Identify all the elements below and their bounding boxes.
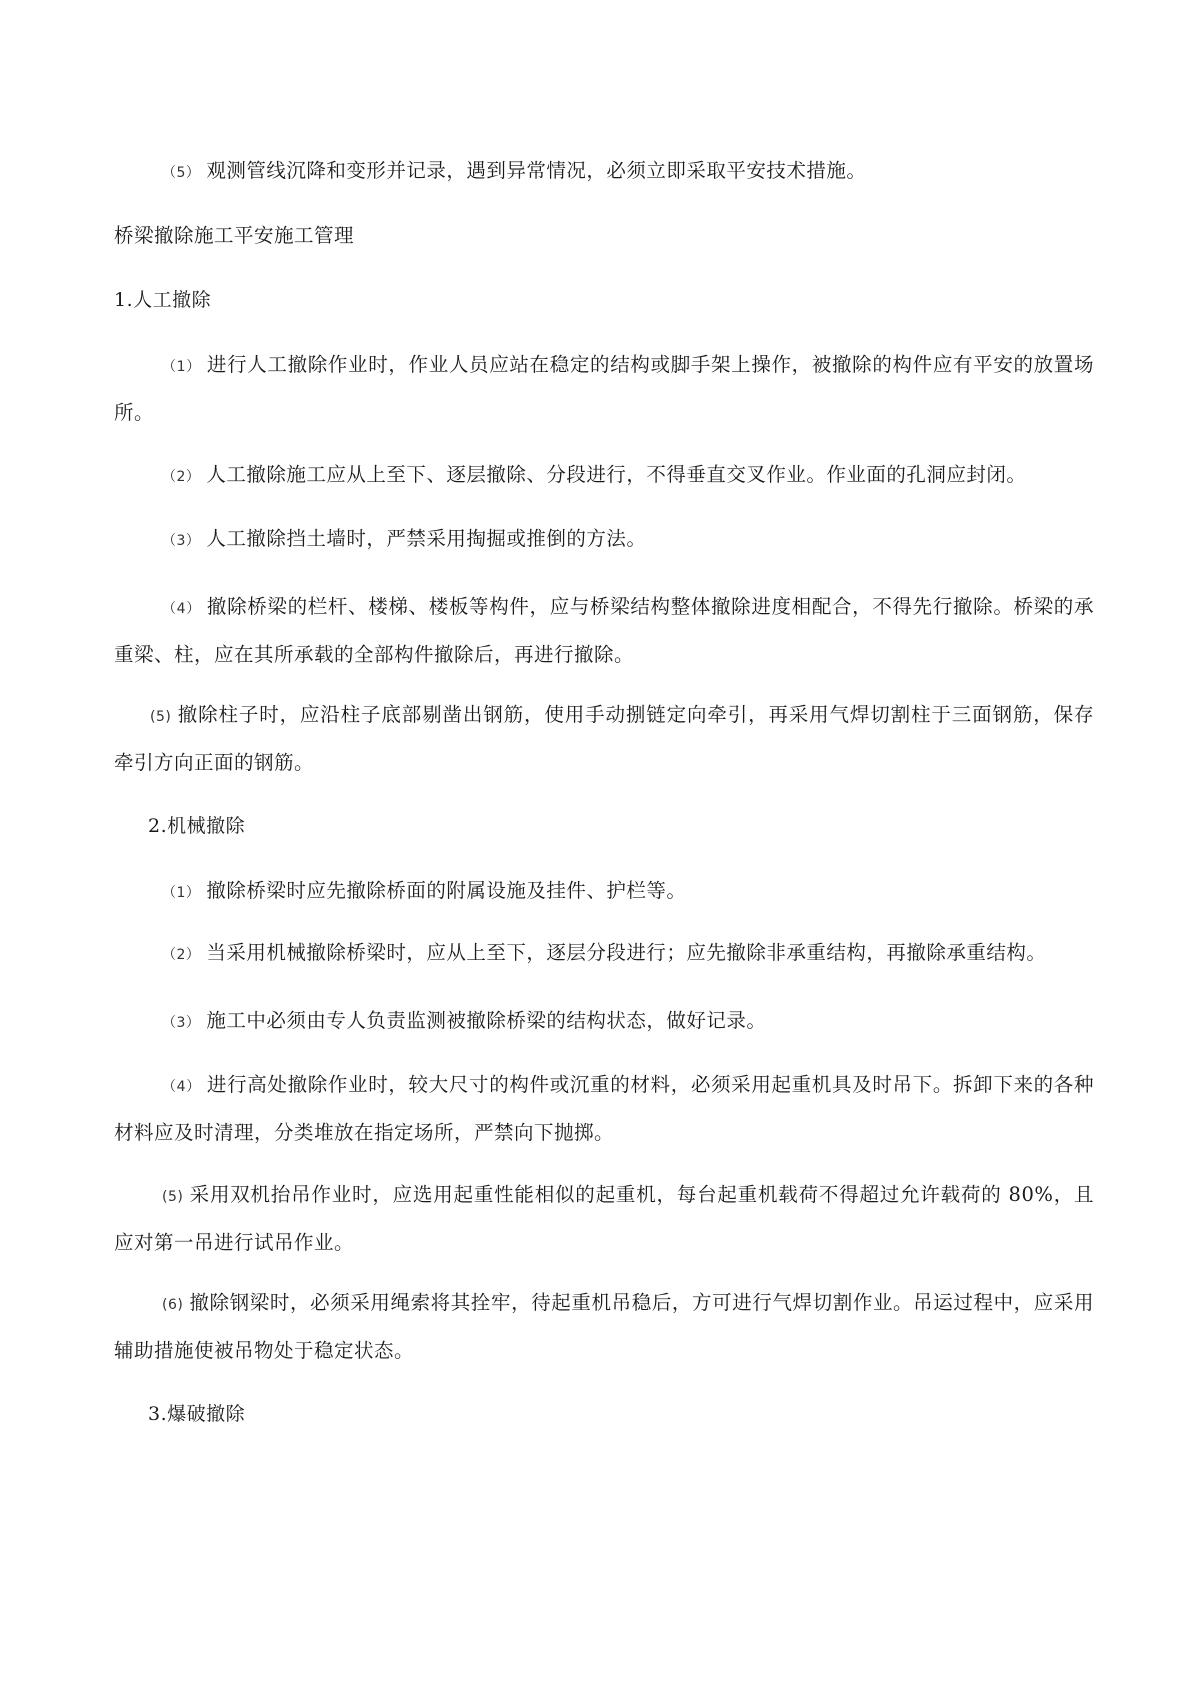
item-number: (6) <box>162 1297 184 1313</box>
paragraph-text: 施工中必须由专人负责监测被撤除桥梁的结构状态，做好记录。 <box>206 1009 767 1032</box>
paragraph-manual-4 <box>114 584 1094 678</box>
paragraph-text: 进行人工撤除作业时，作业人员应站在稳定的结构或脚手架上操作，被撤除的构件应有平安的放置场所。 <box>114 353 1094 424</box>
item-number: （3） <box>162 533 201 549</box>
paragraph-text: 撤除柱子时，应沿柱子底部剔凿出钢筋，使用手动捌链定向牵引，再采用气焊切割柱于三面钢筋，保存牵引方向正面的钢筋。 <box>114 703 1094 774</box>
paragraph-mechanical-4 <box>114 1062 1094 1156</box>
paragraph-mechanical-3 <box>114 998 1094 1046</box>
item-number: （2） <box>162 469 201 485</box>
paragraph-text: 进行高处撤除作业时，较大尺寸的构件或沉重的材料，必须采用起重机具及时吊下。拆卸下来的各种材料应及时清理，分类堆放在指定场所，严禁向下抛掷。 <box>114 1073 1094 1144</box>
section-heading <box>114 216 1094 256</box>
item-number: （1） <box>162 885 201 901</box>
paragraph-text: 人工撤除施工应从上至下、逐层撤除、分段进行，不得垂直交叉作业。作业面的孔洞应封闭。 <box>206 463 1027 486</box>
item-number: （3） <box>162 1015 201 1031</box>
paragraph-manual-2 <box>114 452 1094 500</box>
paragraph-mechanical-2 <box>114 930 1094 978</box>
heading-text: 桥梁撤除施工平安施工管理 <box>114 224 355 247</box>
paragraph-text: 撤除桥梁的栏杆、楼梯、楼板等构件，应与桥梁结构整体撤除进度相配合，不得先行撤除。桥梁的承重梁、柱，应在其所承载的全部构件撤除后，再进行撤除。 <box>114 595 1094 666</box>
paragraph-text: 撤除钢梁时，必须采用绳索将其拴牢，待起重机吊稳后，方可进行气焊切割作业。吊运过程中，应采用辅助措施使被吊物处于稳定状态。 <box>114 1291 1094 1362</box>
subsection-mechanical <box>148 806 1128 846</box>
subsection-text: 2.机械撤除 <box>148 815 246 837</box>
paragraph-text: 撤除桥梁时应先撤除桥面的附属设施及挂件、护栏等。 <box>206 879 687 902</box>
paragraph-text: 当采用机械撤除桥梁时，应从上至下，逐层分段进行；应先撤除非承重结构，再撤除承重结构。 <box>206 941 1047 964</box>
paragraph-mechanical-6 <box>114 1280 1094 1374</box>
item-number: （1） <box>162 359 201 375</box>
subsection-text: 3.爆破撤除 <box>148 1403 246 1425</box>
subsection-text: 1.人工撤除 <box>114 289 212 311</box>
subsection-manual <box>114 280 1094 320</box>
paragraph-mechanical-1 <box>114 868 1094 916</box>
item-number: （5） <box>162 165 201 181</box>
paragraph-text: 观测管线沉降和变形并记录，遇到异常情况，必须立即采取平安技术措施。 <box>206 159 867 182</box>
subsection-blasting <box>148 1394 1128 1434</box>
item-number: (5) <box>150 709 172 725</box>
paragraph-manual-3 <box>114 516 1094 564</box>
paragraph-text: 人工撤除挡土墙时，严禁采用掏掘或推倒的方法。 <box>206 527 647 550</box>
paragraph-manual-5 <box>114 692 1094 786</box>
paragraph-text: 采用双机抬吊作业时，应选用起重性能相似的起重机，每台起重机载荷不得超过允许载荷的 80%，且应对第一吊进行试吊作业。 <box>114 1183 1094 1254</box>
item-number: (5) <box>162 1189 184 1205</box>
paragraph-mechanical-5 <box>114 1172 1094 1266</box>
item-number: （4） <box>162 601 201 617</box>
paragraph-monitoring-5 <box>114 148 1094 196</box>
paragraph-manual-1 <box>114 342 1094 436</box>
item-number: （2） <box>162 947 201 963</box>
item-number: （4） <box>162 1079 201 1095</box>
